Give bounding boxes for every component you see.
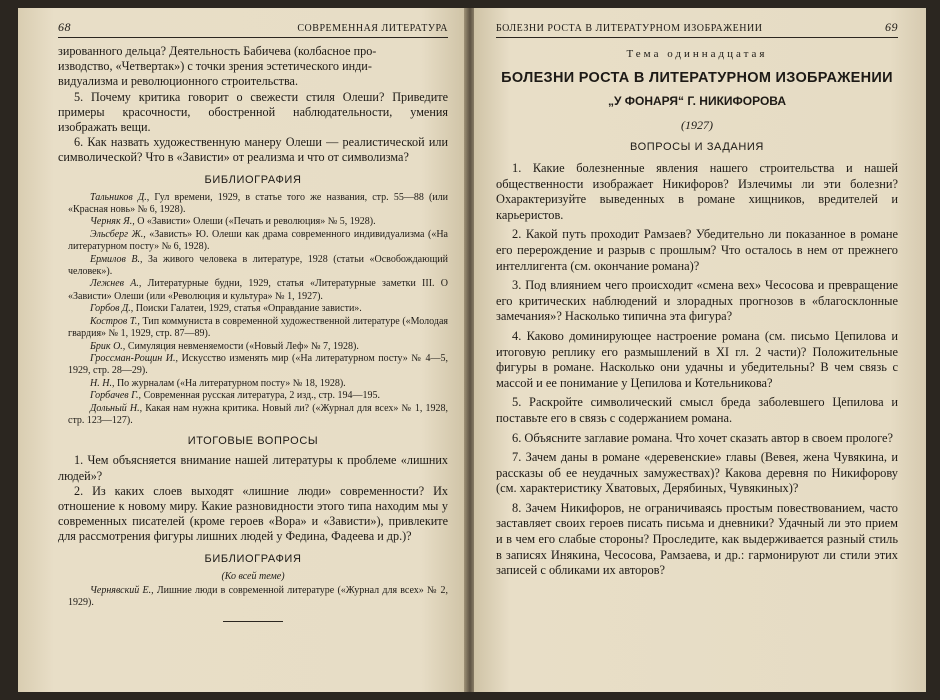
bib-entry: Лежнев А., Литературные будни, 1929, статья «Литературные заметки III. О «Зависти» Олеши (или «Революция и культура» № 1, 1927). [68, 278, 448, 302]
bib-entry: Дольный Н., Какая нам нужна критика. Новый ли? («Журнал для всех» № 1, 1928, стр. 123—127). [68, 402, 448, 426]
chapter-title: БОЛЕЗНИ РОСТА В ЛИТЕРАТУРНОМ ИЗОБРАЖЕНИИ [501, 70, 893, 86]
final-questions [58, 453, 448, 544]
question-item: 8. Зачем Никифоров, не ограничиваясь простым повествованием, часто заставляет своих героев писать письма и дневники? Удачный ли это прием и в чем его слабые стороны? Проследите, как выдерживается разный стиль в записях Инякина, Чесосова, Рамзаева, и др.: гармонируют ли стили этих записей с обликами их авторов? [496, 500, 898, 578]
intro-line: видуализма и революционного строительства. [58, 74, 298, 89]
bib-entry: Гроссман-Рощин И., Искусство изменять мир («На литературном посту» № 4—5, 1929, стр. 28—29). [68, 352, 448, 377]
questions-list [496, 161, 898, 579]
intro-line: изводство, «Четвертак») с точки зрения эстетического инди- [58, 59, 372, 74]
right-page [474, 8, 926, 692]
end-rule [223, 621, 283, 622]
right-running-head [496, 20, 898, 38]
left-running-head [58, 20, 448, 38]
bibliography-2-note: (Ко всей теме) [221, 570, 285, 582]
question-5: 5. Почему критика говорит о свежести стиля Олеши? Приведите примеры красочности, обостренной наблюдательности, умения изображать вещи. [58, 89, 448, 135]
bibliography-list [58, 192, 448, 428]
question-item: 7. Зачем даны в романе «деревенские» главы (Вевея, жена Чувякина, и рассказы об ее неудачных замужествах)? Какова деревня по Никифорову (см. характеристику Хватовых, Дерябиных, Чувякиных)? [496, 450, 898, 496]
left-page [18, 8, 466, 692]
bibliography-2-heading: БИБЛИОГРАФИЯ [204, 552, 302, 565]
question-item: 1. Какие болезненные явления нашего строительства и нашей общественности изображает Никифоров? Излечимы ли эти болезни? Охарактеризуйте выведенных в романе хищников, вредителей и карьеристов. [496, 161, 898, 222]
chapter-year: (1927) [681, 118, 713, 132]
question-item: 2. Какой путь проходит Рамзаев? Убедительно ли показанное в романе его перерождение и разрыв с прошлым? Что осталось в нем от прежнего интеллигента (см. окончание романа)? [496, 227, 898, 273]
right-running-title: БОЛЕЗНИ РОСТА В ЛИТЕРАТУРНОМ ИЗОБРАЖЕНИИ [496, 23, 763, 34]
final-questions-heading: ИТОГОВЫЕ ВОПРОСЫ [187, 435, 319, 448]
bib-entry: Ермилов В., За живого человека в литературе, 1928 (статьи «Освобождающий человек»). [68, 253, 448, 278]
bib-entry: Брик О., Симуляция невменяемости («Новый Леф» № 7, 1928). [90, 340, 359, 352]
question-6: 6. Как назвать художественную манеру Олеши — реалистической или символической? Что в «Зависти» от реализма и что от символизма? [58, 135, 448, 165]
bib-entry: Горбов Д., Поиски Галатеи, 1929, статья «Оправдание зависти». [90, 303, 362, 315]
questions-heading: ВОПРОСЫ И ЗАДАНИЯ [630, 141, 764, 153]
bib-entry: Горбачев Г., Современная русская литература, 2 изд., стр. 194—195. [90, 390, 381, 402]
bib-entry: Черняк Я., О «Зависти» Олеши («Печать и революция» № 5, 1928). [90, 216, 376, 228]
intro-line: зированного дельца? Деятельность Бабичева (колбасное про- [58, 44, 377, 58]
question-item: 4. Каково доминирующее настроение романа (см. письмо Цепилова и итоговую реплику его размышлений в XI гл. 2 части)? Положительные фигуры в романе. Насколько они удачны и убедительны? В чем связь с массой и ее понимание у Цепилова и Котельникова? [496, 328, 898, 390]
bib-entry: Чернявский Е., Лишние люди в современной литературе («Журнал для всех» № 2, 1929). [68, 584, 449, 608]
final-question-2: 2. Из каких слоев выходят «лишние люди» современности? Их отношение к новому миру. Какие разновидности этого типа находим мы у современных писателей (кроме героев «Вора» и «Зависти»), привлеките для рассмотрения фигуры лишних людей у Федина, Фадеева и др.)? [58, 483, 448, 544]
question-item: 6. Объясните заглавие романа. Что хочет сказать автор в своем прологе? [512, 430, 893, 445]
theme-label: Тема одиннадцатая [626, 48, 768, 60]
final-question-1: 1. Чем объясняется внимание нашей литературы к проблеме «лишних людей»? [58, 453, 448, 483]
bibliography-2-list [58, 585, 448, 610]
bib-entry: Эльсберг Ж., «Зависть» Ю. Олеши как драма современного индивидуализма («На литературном посту» № 6, 1928). [68, 228, 448, 253]
right-page-number: 69 [885, 20, 898, 34]
question-item: 3. Под влиянием чего происходит «смена вех» Чесосова и превращение его критических наблюдений и злорадных прогнозов в «благосклонные замечания»? Насколько типична эта фигура? [496, 278, 898, 324]
left-text-top [58, 44, 448, 166]
bib-entry: Костров Т., Тип коммуниста в современной художественной литературе («Молодая гвардия» № 1, 1929, стр. 87—89). [68, 315, 448, 340]
bib-entry: Тальников Д., Гул времени, 1929, в статье того же названия, стр. 55—88 (или «Красная новь» № 6, 1928). [68, 191, 448, 216]
bibliography-heading: БИБЛИОГРАФИЯ [204, 173, 302, 186]
bib-entry: Н. Н., По журналам («На литературном посту» № 18, 1928). [90, 377, 346, 389]
question-item: 5. Раскройте символический смысл бреда заболевшего Цепилова и поставьте его в связь с содержанием романа. [496, 395, 898, 425]
left-page-number: 68 [58, 20, 71, 34]
left-running-title: СОВРЕМЕННАЯ ЛИТЕРАТУРА [297, 23, 448, 34]
chapter-subtitle: „У ФОНАРЯ“ Г. НИКИФОРОВА [607, 94, 787, 108]
